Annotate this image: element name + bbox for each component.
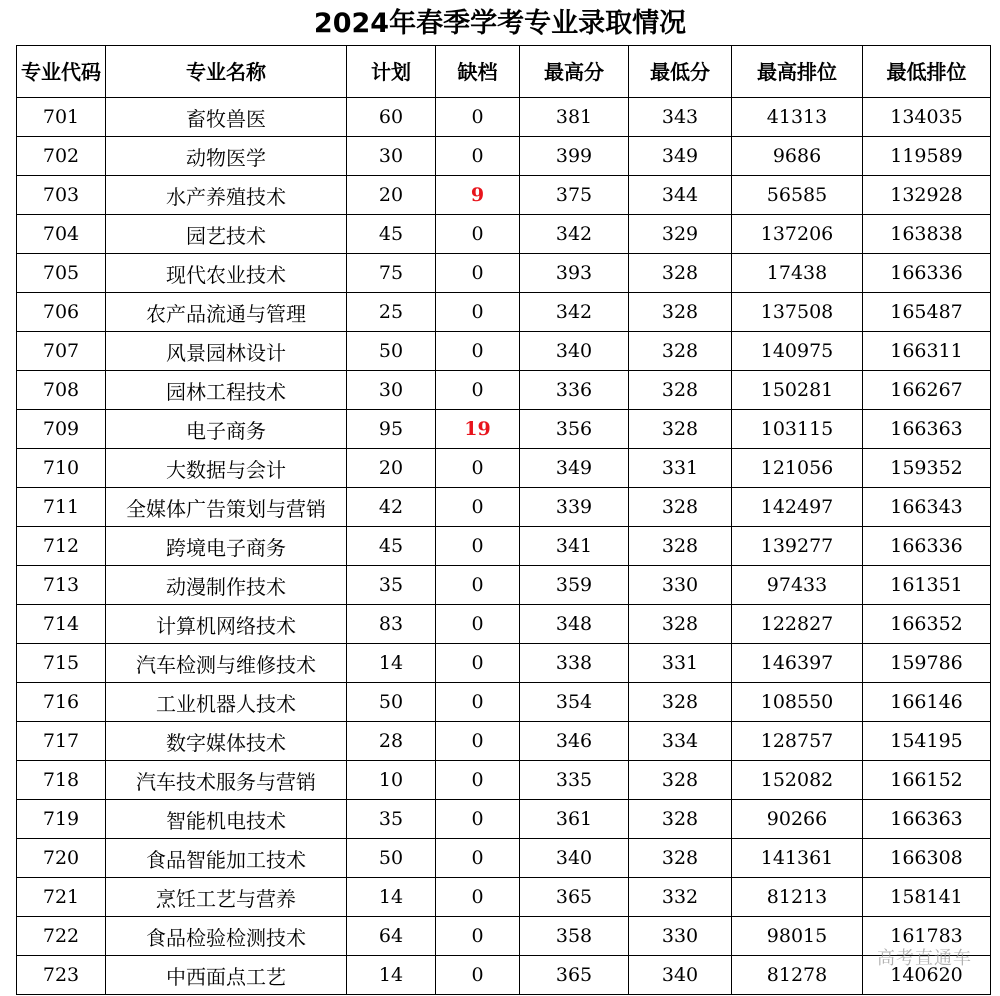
page-title: 2024年春季学考专业录取情况 bbox=[313, 8, 687, 39]
cell-name: 电子商务 bbox=[106, 410, 347, 449]
cell-max-score: 336 bbox=[520, 371, 629, 410]
cell-gap: 0 bbox=[436, 956, 520, 995]
cell-code: 721 bbox=[17, 878, 106, 917]
cell-max-rank: 152082 bbox=[732, 761, 863, 800]
cell-min-score: 328 bbox=[629, 371, 732, 410]
cell-code: 704 bbox=[17, 215, 106, 254]
cell-code: 720 bbox=[17, 839, 106, 878]
cell-gap: 0 bbox=[436, 605, 520, 644]
cell-max-score: 341 bbox=[520, 527, 629, 566]
cell-min-rank: 132928 bbox=[863, 176, 991, 215]
cell-max-rank: 137508 bbox=[732, 293, 863, 332]
cell-max-rank: 103115 bbox=[732, 410, 863, 449]
cell-code: 719 bbox=[17, 800, 106, 839]
table-row bbox=[17, 683, 991, 722]
cell-min-rank: 158141 bbox=[863, 878, 991, 917]
table-row bbox=[17, 566, 991, 605]
cell-name: 工业机器人技术 bbox=[106, 683, 347, 722]
cell-min-rank: 154195 bbox=[863, 722, 991, 761]
table-row bbox=[17, 956, 991, 995]
table-row bbox=[17, 917, 991, 956]
cell-code: 718 bbox=[17, 761, 106, 800]
cell-plan: 28 bbox=[347, 722, 436, 761]
cell-min-score: 343 bbox=[629, 98, 732, 137]
cell-max-rank: 146397 bbox=[732, 644, 863, 683]
cell-gap: 0 bbox=[436, 527, 520, 566]
table-row bbox=[17, 800, 991, 839]
cell-max-score: 393 bbox=[520, 254, 629, 293]
cell-min-rank: 166308 bbox=[863, 839, 991, 878]
cell-code: 709 bbox=[17, 410, 106, 449]
cell-min-rank: 166311 bbox=[863, 332, 991, 371]
cell-gap: 0 bbox=[436, 371, 520, 410]
cell-min-rank: 159786 bbox=[863, 644, 991, 683]
header-min-rank: 最低排位 bbox=[863, 46, 991, 98]
cell-plan: 20 bbox=[347, 176, 436, 215]
cell-min-score: 329 bbox=[629, 215, 732, 254]
cell-max-rank: 108550 bbox=[732, 683, 863, 722]
cell-min-rank: 166363 bbox=[863, 410, 991, 449]
cell-max-score: 361 bbox=[520, 800, 629, 839]
cell-max-rank: 137206 bbox=[732, 215, 863, 254]
cell-gap: 0 bbox=[436, 488, 520, 527]
cell-max-rank: 128757 bbox=[732, 722, 863, 761]
cell-max-score: 381 bbox=[520, 98, 629, 137]
cell-min-score: 344 bbox=[629, 176, 732, 215]
cell-name: 风景园林设计 bbox=[106, 332, 347, 371]
cell-min-rank: 159352 bbox=[863, 449, 991, 488]
cell-code: 701 bbox=[17, 98, 106, 137]
cell-plan: 45 bbox=[347, 527, 436, 566]
cell-min-score: 328 bbox=[629, 293, 732, 332]
cell-gap: 0 bbox=[436, 722, 520, 761]
cell-code: 703 bbox=[17, 176, 106, 215]
cell-max-rank: 98015 bbox=[732, 917, 863, 956]
cell-max-score: 365 bbox=[520, 956, 629, 995]
cell-max-score: 358 bbox=[520, 917, 629, 956]
cell-name: 数字媒体技术 bbox=[106, 722, 347, 761]
cell-gap: 0 bbox=[436, 800, 520, 839]
cell-min-rank: 166146 bbox=[863, 683, 991, 722]
table-body bbox=[17, 98, 991, 995]
cell-name: 跨境电子商务 bbox=[106, 527, 347, 566]
cell-gap: 0 bbox=[436, 917, 520, 956]
cell-max-score: 399 bbox=[520, 137, 629, 176]
cell-max-rank: 150281 bbox=[732, 371, 863, 410]
cell-code: 715 bbox=[17, 644, 106, 683]
cell-max-score: 335 bbox=[520, 761, 629, 800]
cell-plan: 60 bbox=[347, 98, 436, 137]
cell-gap: 0 bbox=[436, 254, 520, 293]
cell-gap: 0 bbox=[436, 878, 520, 917]
cell-max-rank: 122827 bbox=[732, 605, 863, 644]
cell-name: 现代农业技术 bbox=[106, 254, 347, 293]
cell-max-score: 339 bbox=[520, 488, 629, 527]
cell-code: 714 bbox=[17, 605, 106, 644]
cell-plan: 42 bbox=[347, 488, 436, 527]
table-row bbox=[17, 332, 991, 371]
table-row bbox=[17, 605, 991, 644]
cell-plan: 75 bbox=[347, 254, 436, 293]
cell-gap: 0 bbox=[436, 683, 520, 722]
table-row bbox=[17, 449, 991, 488]
cell-min-score: 349 bbox=[629, 137, 732, 176]
table-row bbox=[17, 293, 991, 332]
cell-gap: 0 bbox=[436, 449, 520, 488]
cell-code: 710 bbox=[17, 449, 106, 488]
cell-max-score: 375 bbox=[520, 176, 629, 215]
cell-min-rank: 166336 bbox=[863, 254, 991, 293]
cell-name: 汽车检测与维修技术 bbox=[106, 644, 347, 683]
cell-min-score: 328 bbox=[629, 839, 732, 878]
cell-name: 计算机网络技术 bbox=[106, 605, 347, 644]
cell-code: 708 bbox=[17, 371, 106, 410]
cell-max-score: 342 bbox=[520, 293, 629, 332]
cell-gap: 0 bbox=[436, 332, 520, 371]
cell-max-rank: 140975 bbox=[732, 332, 863, 371]
cell-code: 717 bbox=[17, 722, 106, 761]
cell-code: 716 bbox=[17, 683, 106, 722]
cell-min-rank: 166267 bbox=[863, 371, 991, 410]
cell-min-rank: 166363 bbox=[863, 800, 991, 839]
cell-max-score: 349 bbox=[520, 449, 629, 488]
table-row bbox=[17, 527, 991, 566]
cell-min-rank: 163838 bbox=[863, 215, 991, 254]
cell-min-score: 328 bbox=[629, 605, 732, 644]
cell-min-score: 330 bbox=[629, 566, 732, 605]
table-row bbox=[17, 644, 991, 683]
cell-plan: 14 bbox=[347, 956, 436, 995]
cell-max-rank: 81278 bbox=[732, 956, 863, 995]
cell-min-rank: 166336 bbox=[863, 527, 991, 566]
cell-name: 食品智能加工技术 bbox=[106, 839, 347, 878]
cell-min-score: 332 bbox=[629, 878, 732, 917]
cell-plan: 30 bbox=[347, 371, 436, 410]
cell-min-score: 328 bbox=[629, 761, 732, 800]
header-plan: 计划 bbox=[347, 46, 436, 98]
cell-max-rank: 41313 bbox=[732, 98, 863, 137]
header-min-score: 最低分 bbox=[629, 46, 732, 98]
cell-min-rank: 161351 bbox=[863, 566, 991, 605]
cell-max-rank: 90266 bbox=[732, 800, 863, 839]
cell-name: 水产养殖技术 bbox=[106, 176, 347, 215]
cell-gap: 0 bbox=[436, 293, 520, 332]
cell-min-rank: 140620 bbox=[863, 956, 991, 995]
cell-max-rank: 97433 bbox=[732, 566, 863, 605]
cell-min-rank: 166352 bbox=[863, 605, 991, 644]
cell-plan: 83 bbox=[347, 605, 436, 644]
cell-gap: 0 bbox=[436, 215, 520, 254]
cell-min-score: 328 bbox=[629, 683, 732, 722]
cell-plan: 50 bbox=[347, 683, 436, 722]
cell-min-score: 331 bbox=[629, 644, 732, 683]
header-max-score: 最高分 bbox=[520, 46, 629, 98]
cell-code: 711 bbox=[17, 488, 106, 527]
table-row bbox=[17, 371, 991, 410]
cell-min-score: 334 bbox=[629, 722, 732, 761]
cell-min-score: 328 bbox=[629, 332, 732, 371]
cell-gap: 0 bbox=[436, 644, 520, 683]
cell-plan: 50 bbox=[347, 332, 436, 371]
cell-min-rank: 119589 bbox=[863, 137, 991, 176]
cell-min-score: 340 bbox=[629, 956, 732, 995]
cell-max-score: 340 bbox=[520, 332, 629, 371]
cell-min-rank: 166152 bbox=[863, 761, 991, 800]
cell-min-score: 328 bbox=[629, 410, 732, 449]
table-row bbox=[17, 410, 991, 449]
cell-min-rank: 134035 bbox=[863, 98, 991, 137]
cell-max-score: 359 bbox=[520, 566, 629, 605]
table-row bbox=[17, 176, 991, 215]
cell-min-score: 331 bbox=[629, 449, 732, 488]
cell-code: 705 bbox=[17, 254, 106, 293]
table-row bbox=[17, 878, 991, 917]
cell-min-score: 328 bbox=[629, 800, 732, 839]
cell-max-rank: 139277 bbox=[732, 527, 863, 566]
cell-min-score: 330 bbox=[629, 917, 732, 956]
cell-code: 702 bbox=[17, 137, 106, 176]
cell-code: 706 bbox=[17, 293, 106, 332]
cell-max-rank: 141361 bbox=[732, 839, 863, 878]
cell-name: 大数据与会计 bbox=[106, 449, 347, 488]
header-row bbox=[17, 46, 991, 98]
cell-max-score: 356 bbox=[520, 410, 629, 449]
cell-plan: 14 bbox=[347, 644, 436, 683]
cell-name: 畜牧兽医 bbox=[106, 98, 347, 137]
cell-code: 723 bbox=[17, 956, 106, 995]
cell-plan: 35 bbox=[347, 800, 436, 839]
cell-max-rank: 9686 bbox=[732, 137, 863, 176]
cell-gap: 0 bbox=[436, 839, 520, 878]
header-name: 专业名称 bbox=[106, 46, 347, 98]
cell-code: 722 bbox=[17, 917, 106, 956]
cell-name: 汽车技术服务与营销 bbox=[106, 761, 347, 800]
cell-name: 动物医学 bbox=[106, 137, 347, 176]
cell-plan: 14 bbox=[347, 878, 436, 917]
table-row bbox=[17, 488, 991, 527]
table-row bbox=[17, 761, 991, 800]
cell-name: 园艺技术 bbox=[106, 215, 347, 254]
cell-min-rank: 165487 bbox=[863, 293, 991, 332]
admissions-table bbox=[16, 45, 991, 995]
cell-plan: 95 bbox=[347, 410, 436, 449]
cell-plan: 20 bbox=[347, 449, 436, 488]
cell-name: 农产品流通与管理 bbox=[106, 293, 347, 332]
table-row bbox=[17, 722, 991, 761]
header-code: 专业代码 bbox=[17, 46, 106, 98]
cell-gap: 0 bbox=[436, 761, 520, 800]
header-gap: 缺档 bbox=[436, 46, 520, 98]
cell-name: 食品检验检测技术 bbox=[106, 917, 347, 956]
cell-name: 园林工程技术 bbox=[106, 371, 347, 410]
header-max-rank: 最高排位 bbox=[732, 46, 863, 98]
cell-min-score: 328 bbox=[629, 527, 732, 566]
cell-min-score: 328 bbox=[629, 254, 732, 293]
cell-max-rank: 17438 bbox=[732, 254, 863, 293]
cell-gap: 0 bbox=[436, 566, 520, 605]
table-row bbox=[17, 137, 991, 176]
cell-max-score: 346 bbox=[520, 722, 629, 761]
cell-max-rank: 81213 bbox=[732, 878, 863, 917]
cell-name: 智能机电技术 bbox=[106, 800, 347, 839]
cell-name: 烹饪工艺与营养 bbox=[106, 878, 347, 917]
cell-plan: 25 bbox=[347, 293, 436, 332]
cell-max-score: 354 bbox=[520, 683, 629, 722]
cell-max-score: 338 bbox=[520, 644, 629, 683]
cell-code: 707 bbox=[17, 332, 106, 371]
cell-max-score: 365 bbox=[520, 878, 629, 917]
cell-max-score: 340 bbox=[520, 839, 629, 878]
cell-max-rank: 121056 bbox=[732, 449, 863, 488]
cell-min-rank: 161783 bbox=[863, 917, 991, 956]
cell-plan: 45 bbox=[347, 215, 436, 254]
table-row bbox=[17, 254, 991, 293]
cell-plan: 30 bbox=[347, 137, 436, 176]
cell-max-score: 342 bbox=[520, 215, 629, 254]
cell-max-rank: 56585 bbox=[732, 176, 863, 215]
cell-name: 中西面点工艺 bbox=[106, 956, 347, 995]
cell-gap: 19 bbox=[436, 410, 520, 449]
cell-code: 713 bbox=[17, 566, 106, 605]
cell-plan: 64 bbox=[347, 917, 436, 956]
cell-max-rank: 142497 bbox=[732, 488, 863, 527]
table-row bbox=[17, 98, 991, 137]
cell-gap: 9 bbox=[436, 176, 520, 215]
watermark: 高考直通车 bbox=[877, 948, 972, 969]
cell-min-rank: 166343 bbox=[863, 488, 991, 527]
cell-name: 全媒体广告策划与营销 bbox=[106, 488, 347, 527]
cell-plan: 10 bbox=[347, 761, 436, 800]
cell-gap: 0 bbox=[436, 98, 520, 137]
cell-min-score: 328 bbox=[629, 488, 732, 527]
cell-code: 712 bbox=[17, 527, 106, 566]
table-row bbox=[17, 839, 991, 878]
cell-plan: 35 bbox=[347, 566, 436, 605]
cell-plan: 50 bbox=[347, 839, 436, 878]
table-row bbox=[17, 215, 991, 254]
cell-max-score: 348 bbox=[520, 605, 629, 644]
cell-name: 动漫制作技术 bbox=[106, 566, 347, 605]
cell-gap: 0 bbox=[436, 137, 520, 176]
